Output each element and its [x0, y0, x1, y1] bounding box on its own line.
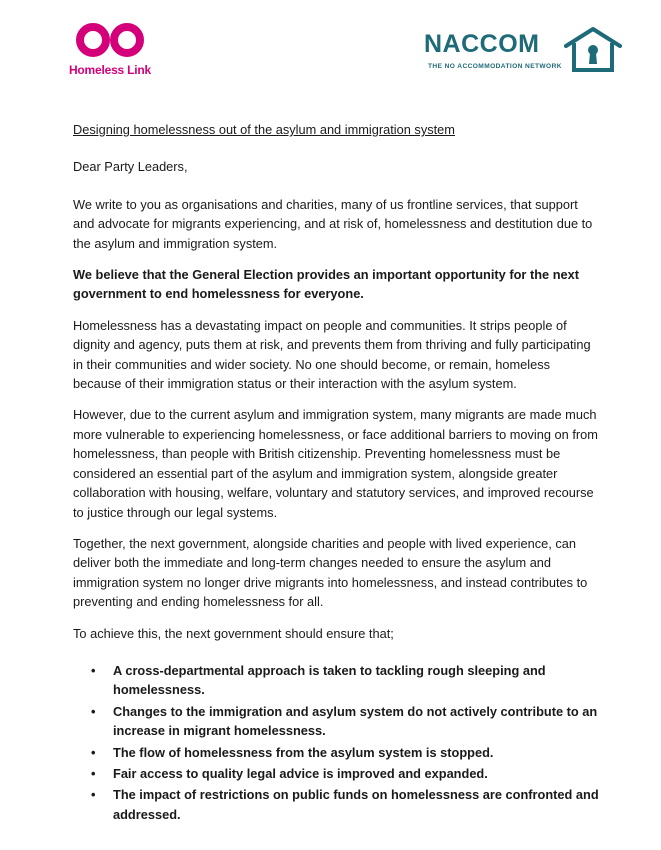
paragraph-intro: We write to you as organisations and charities, many of us frontline services, that support and advocate for migrants experiencing, and at risk of, homelessness and destitution due to the asylum and immigration system. [73, 196, 593, 251]
paragraph-together: Together, the next government, alongside charities and people with lived experience, can deliver both the immediate and long-term changes needed to ensure the asylum and immigration system no longer drive migrants into homelessness, and instead contributes to preventing and ending homelessness for all. [73, 535, 588, 610]
list-item: • A cross-departmental approach is taken to tackling rough sleeping and homelessness. [91, 662, 546, 698]
bullet-icon: • [91, 703, 96, 719]
asks-list [73, 661, 601, 824]
paragraph-impact: Homelessness has a devastating impact on people and communities. It strips people of dignity and agency, puts them at risk, and prevents them from thriving and fully participating in their communities and wider society. No one should become, or remain, homeless because of their immigration status or their interaction with the asylum system. [73, 317, 591, 392]
list-item: • Changes to the immigration and asylum system do not actively contribute to an increase in migrant homelessness. [91, 703, 598, 739]
paragraph-system: However, due to the current asylum and immigration system, many migrants are made much more vulnerable to experiencing homelessness, or face additional barriers to moving on from homelessness, than people with British citizenship. Preventing homelessness must be considered an essential part of the asylum and immigration system, alongside greater collaboration with housing, welfare, voluntary and statutory services, and improved recourse to justice through our legal systems. [73, 407, 598, 520]
house-keyhole-icon [562, 26, 624, 74]
list-item: • The impact of restrictions on public funds on homelessness are confronted and addressed. [91, 787, 599, 822]
letter-body [73, 120, 601, 826]
naccom-tagline: THE NO ACCOMMODATION NETWORK [428, 63, 562, 70]
naccom-logo [424, 26, 624, 76]
salutation: Dear Party Leaders, [73, 159, 188, 175]
bullet-icon: • [91, 765, 96, 781]
infinity-loops-icon [76, 20, 144, 60]
naccom-name: NACCOM [424, 30, 540, 58]
homeless-link-text: Homeless Link [68, 63, 152, 77]
homeless-link-logo [60, 20, 160, 80]
paragraph-belief: We believe that the General Election provides an important opportunity for the next government to end homelessness for everyone. [73, 267, 580, 302]
list-item: • Fair access to quality legal advice is improved and expanded. [113, 764, 601, 783]
letter-subject: Designing homelessness out of the asylum and immigration system [73, 122, 455, 137]
paragraph-achieve: To achieve this, the next government should ensure that; [73, 625, 394, 641]
bullet-icon: • [91, 744, 96, 760]
list-item: • The flow of homelessness from the asylum system is stopped. [113, 743, 601, 762]
bullet-icon: • [91, 787, 96, 803]
bullet-icon: • [91, 662, 96, 678]
